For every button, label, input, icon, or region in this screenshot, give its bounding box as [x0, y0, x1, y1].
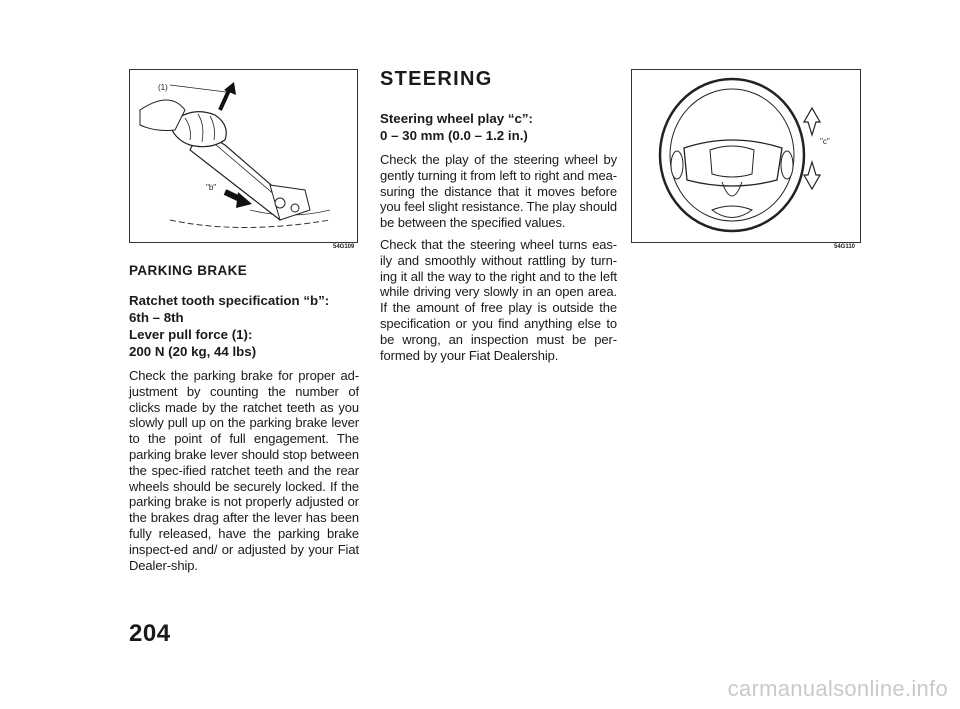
- steering-section: [380, 66, 617, 369]
- steering-wheel-figure: [631, 69, 861, 243]
- parking-brake-illustration: [130, 70, 357, 242]
- play-label: "c": [820, 137, 830, 146]
- steering-specs: [380, 110, 617, 144]
- spec-line: 200 N (20 kg, 44 lbs): [129, 344, 257, 359]
- figure-code-right: 54G110: [834, 244, 856, 250]
- parking-brake-body: Check the parking brake for proper ad-justment by counting the number of clicks made by the ratchet teeth as you slowly pull up on the parking brake lever to the point of full engagement. The parking brake lever should stop between the spec-ified ratchet teeth and the rear wheels should be securely locked. If the parking brake is not properly adjusted or the brakes drag after the lever has been fully released, have the parking brake inspect-ed and/ or adjusted by your Fiat Dealer-ship.: [129, 368, 359, 573]
- page-number: 204: [129, 620, 171, 647]
- parking-brake-section: [129, 262, 359, 579]
- lever-force-label: (1): [158, 83, 168, 92]
- spec-line: 6th – 8th: [129, 310, 184, 325]
- parking-brake-figure: [129, 69, 358, 243]
- figure-code-left: 54G109: [333, 244, 355, 250]
- parking-brake-specs: [129, 292, 359, 360]
- watermark: carmanualsonline.info: [727, 676, 948, 701]
- steering-wheel-illustration: [632, 70, 860, 242]
- steering-paragraph: Check the play of the steering wheel by gently turning it from left to right and mea-suring the distance that it moves before you feel slight resistance. The play should be between the specified values.: [380, 152, 617, 231]
- steering-heading: STEERING: [380, 68, 493, 90]
- spec-line: 0 – 30 mm (0.0 – 1.2 in.): [380, 128, 528, 143]
- steering-paragraph: Check that the steering wheel turns eas-ily and smoothly without rattling by turn-ing it all the way to the right and to the left while driving very slowly in an open area. If the amount of free play is outside the specification or you find anything else to be wrong, an inspection must be per-formed by your Fiat Dealership.: [380, 236, 617, 363]
- ratchet-label: "b": [206, 183, 217, 192]
- spec-line: Ratchet tooth specification “b”:: [129, 293, 330, 308]
- parking-brake-heading: PARKING BRAKE: [129, 263, 248, 278]
- spec-line: Steering wheel play “c”:: [380, 111, 533, 126]
- spec-line: Lever pull force (1):: [129, 327, 253, 342]
